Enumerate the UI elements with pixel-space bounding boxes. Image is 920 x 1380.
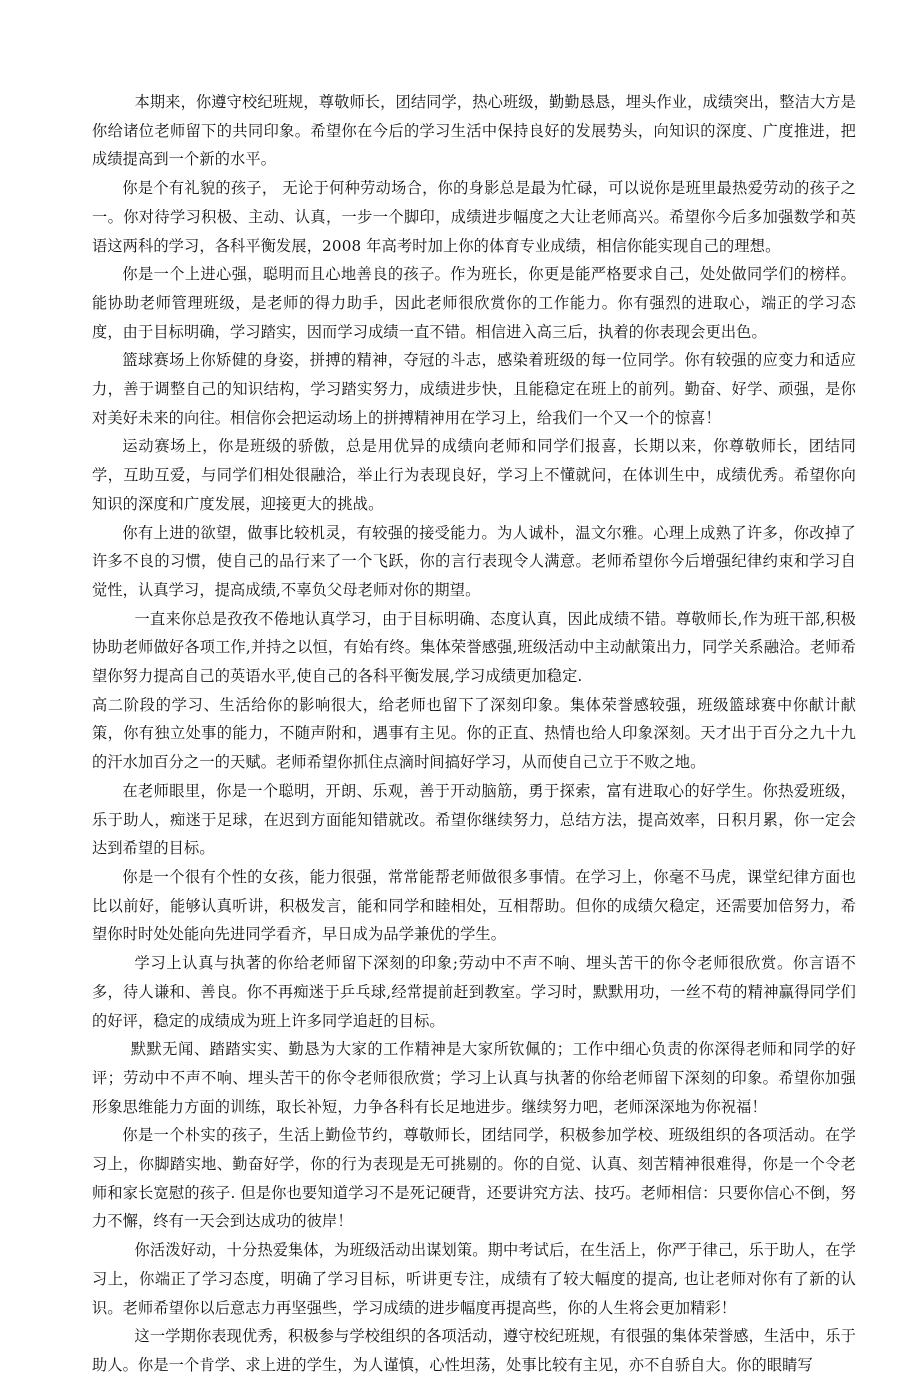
paragraph-15: 这一学期你表现优秀，积极参与学校组织的各项活动，遵守校纪班规，有很强的集体荣誉感，生活中，乐于助人。你是一个肯学、求上进的学生，为人谨慎，心性坦荡，处事比较有主见，亦不自骄自大。你的眼睛写 [92,1327,856,1374]
paragraph-3: 你是一个上进心强，聪明而且心地善良的孩子。作为班长，你更是能严格要求自己，处处做同学们的榜样。能协助老师管理班级，是老师的得力助手，因此老师很欣赏你的工作能力。你有强烈的进取心，端正的学习态度，由于目标明确，学习踏实，因而学习成绩一直不错。相信进入高三后，执着的你表现会更出色。 [92,265,856,341]
paragraph-6: 你有上进的欲望，做事比较机灵，有较强的接受能力。为人诚朴，温文尔雅。心理上成熟了许多，你改掉了许多不良的习惯，使自己的品行来了一个飞跃，你的言行表现令人满意。老师希望你今后增强纪律约束和学习自觉性，认真学习，提高成绩,不辜负父母老师对你的期望。 [92,523,856,599]
paragraph-2: 你是个有礼貌的孩子， 无论于何种劳动场合，你的身影总是最为忙碌，可以说你是班里最热爱劳动的孩子之一。你对待学习积极、主动、认真，一步一个脚印，成绩进步幅度之大让老师高兴。希望你今后多加强数学和英语这两科的学习，各科平衡发展，2008 年高考时加上你的体育专业成绩，相信你能实现自己的理想。 [92,179,856,255]
paragraph-8: 高二阶段的学习、生活给你的影响很大，给老师也留下了深刻印象。集体荣誉感较强，班级篮球赛中你献计献策，你有独立处事的能力，不随声附和，遇事有主见。你的正直、热情也给人印象深刻。天才出于百分之九十九的汗水加百分之一的天赋。老师希望你抓住点滴时间搞好学习，从而使自己立于不败之地。 [92,695,856,772]
paragraph-10: 你是一个很有个性的女孩，能力很强，常常能帮老师做很多事情。在学习上，你毫不马虎，课堂纪律方面也比以前好，能够认真听讲，积极发言，能和同学和睦相处，互相帮助。但你的成绩欠稳定，还需要加倍努力，希望你时时处处能向先进同学看齐，早日成为品学兼优的学生。 [92,867,856,944]
paragraph-4: 篮球赛场上你矫健的身姿，拼搏的精神，夺冠的斗志，感染着班级的每一位同学。你有较强的应变力和适应力，善于调整自己的知识结构，学习踏实努力，成绩进步快，且能稳定在班上的前列。勤奋、好学、顽强，是你对美好未来的向往。相信你会把运动场上的拼搏精神用在学习上，给我们一个又一个的惊喜！ [92,351,856,427]
paragraph-5: 运动赛场上，你是班级的骄傲，总是用优异的成绩向老师和同学们报喜，长期以来，你尊敬师长，团结同学，互助互爱，与同学们相处很融洽，举止行为表现良好，学习上不懂就问，在体训生中，成绩优秀。希望你向知识的深度和广度发展，迎接更大的挑战。 [92,437,856,513]
paragraph-7: 一直来你总是孜孜不倦地认真学习，由于目标明确、态度认真，因此成绩不错。尊敬师长,作为班干部,积极协助老师做好各项工作,并持之以恒，有始有终。集体荣誉感强,班级活动中主动献策出力，同学关系融洽。老师希望你努力提高自己的英语水平,使自己的各科平衡发展,学习成绩更加稳定. [92,609,856,686]
paragraph-11: 学习上认真与执著的你给老师留下深刻的印象;劳动中不声不响、埋头苦干的你令老师很欣赏。你言语不多，待人谦和、善良。你不再痴迷于乒乓球,经常提前赶到教室。学习时，默默用功，一丝不苟的精神赢得同学们的好评，稳定的成绩成为班上许多同学追赶的目标。 [92,954,856,1030]
paragraph-9: 在老师眼里，你是一个聪明，开朗、乐观，善于开动脑筋，勇于探索，富有进取心的好学生。你热爱班级，乐于助人，痴迷于足球，在迟到方面能知错就改。希望你继续努力，总结方法，提高效率，日积月累，你一定会达到希望的目标。 [92,781,856,858]
paragraph-12: 默默无闻、踏踏实实、勤恳为大家的工作精神是大家所钦佩的；工作中细心负责的你深得老师和同学的好评；劳动中不声不响、埋头苦干的你令老师很欣赏；学习上认真与执著的你给老师留下深刻的印象。希望你加强形象思维能力方面的训练，取长补短，力争各科有长足地进步。继续努力吧，老师深深地为你祝福！ [92,1040,856,1116]
document-body [92,88,856,1380]
paragraph-13: 你是一个朴实的孩子，生活上勤俭节约，尊敬师长，团结同学，积极参加学校、班级组织的各项活动。在学习上，你脚踏实地、勤奋好学，你的行为表现是无可挑剔的。你的自觉、认真、刻苦精神很难得，你是一个令老师和家长宽慰的孩子. 但是你也要知道学习不是死记硬背，还要讲究方法、技巧。老师相信：只要你信心不倒，努力不懈，终有一天会到达成功的彼岸！ [92,1126,856,1231]
paragraph-14: 你活泼好动，十分热爱集体，为班级活动出谋划策。期中考试后，在生活上，你严于律己，乐于助人，在学习上，你端正了学习态度，明确了学习目标，听讲更专注，成绩有了较大幅度的提高, 也让老师对你有了新的认识。老师希望你以后意志力再坚强些，学习成绩的进步幅度再提高些，你的人生将会更加精彩！ [92,1241,856,1317]
paragraph-1: 本期来，你遵守校纪班规，尊敬师长，团结同学，热心班级，勤勤恳恳，埋头作业，成绩突出，整洁大方是你给诸位老师留下的共同印象。希望你在今后的学习生活中保持良好的发展势头，向知识的深度、广度推进，把成绩提高到一个新的水平。 [92,93,856,169]
